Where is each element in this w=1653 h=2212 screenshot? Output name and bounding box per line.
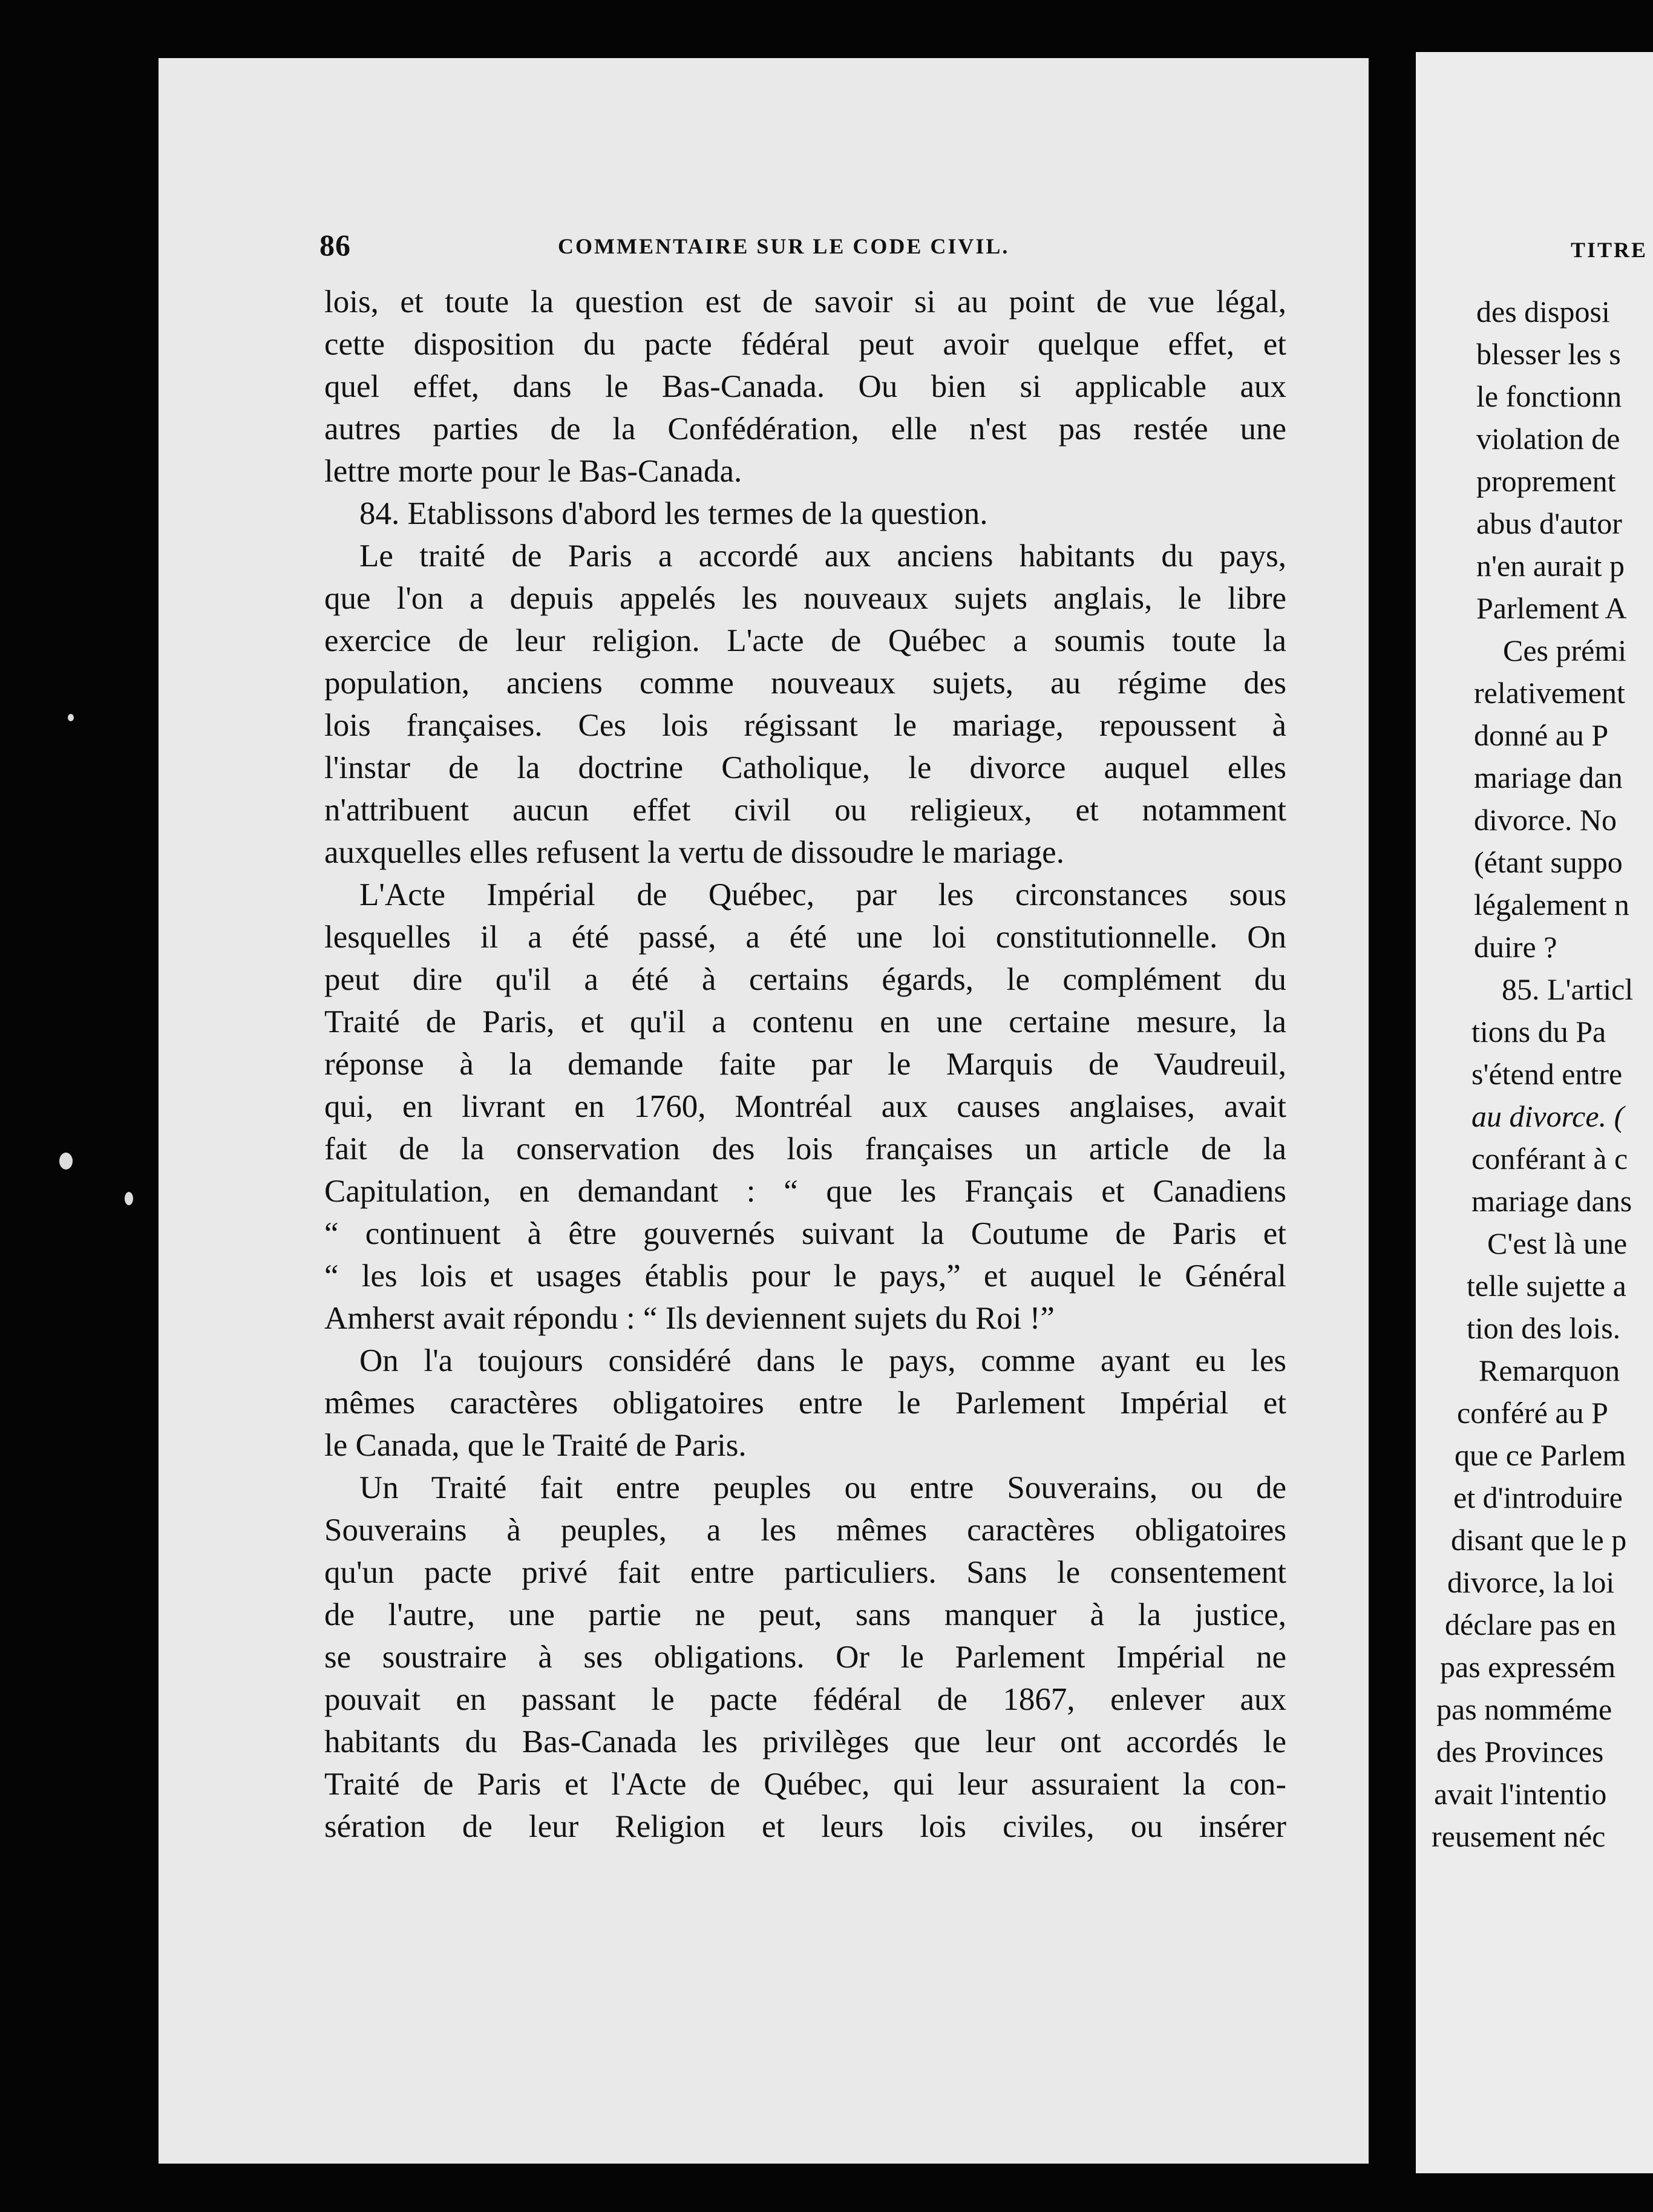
text-line: Parlement A bbox=[1476, 591, 1627, 625]
text-line: cette disposition du pacte fédéral peut avoir quelque effet, et bbox=[324, 327, 1286, 362]
text-line: s'étend entre bbox=[1471, 1057, 1623, 1091]
text-line: duire ? bbox=[1474, 930, 1557, 964]
text-line: au divorce. ( bbox=[1471, 1099, 1625, 1133]
text-line: habitants du Bas-Canada les privilèges que leur ont accordés le bbox=[324, 1724, 1286, 1759]
text-line: C'est là une bbox=[1487, 1226, 1628, 1260]
text-line: (étant suppo bbox=[1474, 845, 1623, 879]
text-line: n'attribuent aucun effet civil ou religieux, et notamment bbox=[324, 793, 1286, 828]
running-title: COMMENTAIRE SUR LE CODE CIVIL. bbox=[558, 234, 1010, 258]
text-line: lois françaises. Ces lois régissant le mariage, repoussent à bbox=[324, 708, 1286, 743]
text-line: qui, en livrant en 1760, Montréal aux causes anglaises, avait bbox=[324, 1089, 1286, 1124]
text-line: déclare pas en bbox=[1445, 1608, 1617, 1641]
text-line: lettre morte pour le Bas-Canada. bbox=[324, 454, 742, 489]
text-line: légalement n bbox=[1474, 888, 1629, 921]
text-line: tions du Pa bbox=[1471, 1015, 1606, 1049]
text-line: Capitulation, en demandant : “ que les Français et Canadiens bbox=[324, 1174, 1286, 1209]
text-line: avait l'intentio bbox=[1434, 1777, 1607, 1811]
right-body-text bbox=[1416, 290, 1653, 1857]
left-page bbox=[159, 58, 1369, 2164]
body-text bbox=[324, 281, 1286, 1848]
text-line: exercice de leur religion. L'acte de Québec a soumis toute la bbox=[324, 623, 1286, 658]
text-line: Ces prémi bbox=[1503, 633, 1627, 667]
text-line: autres parties de la Confédération, elle n'est pas restée une bbox=[324, 411, 1286, 447]
text-line: On l'a toujours considéré dans le pays, comme ayant eu les bbox=[359, 1343, 1286, 1378]
text-line: 85. L'articl bbox=[1502, 972, 1634, 1006]
text-line: Amherst avait répondu : “ Ils deviennent sujets du Roi !” bbox=[324, 1301, 1055, 1336]
text-line: et d'introduire bbox=[1453, 1481, 1623, 1514]
text-line: pas expressém bbox=[1440, 1650, 1616, 1684]
scan-speck bbox=[125, 1192, 133, 1205]
scan-speck bbox=[59, 1153, 73, 1170]
text-line: réponse à la demande faite par le Marquis de Vaudreuil, bbox=[324, 1047, 1286, 1082]
text-line: reusement néc bbox=[1432, 1819, 1606, 1853]
section-heading-line: 84. Etablissons d'abord les termes de la question. bbox=[359, 496, 988, 531]
text-line: mariage dans bbox=[1471, 1184, 1632, 1218]
text-line: qu'un pacte privé fait entre particuliers. Sans le consentement bbox=[324, 1555, 1286, 1590]
text-line: “ les lois et usages établis pour le pays,” et auquel le Général bbox=[324, 1258, 1286, 1294]
text-line: quel effet, dans le Bas-Canada. Ou bien si applicable aux bbox=[324, 369, 1286, 404]
text-line: donné au P bbox=[1474, 718, 1609, 752]
text-line: que ce Parlem bbox=[1455, 1438, 1626, 1472]
right-page bbox=[1416, 52, 1653, 2173]
text-line: le Canada, que le Traité de Paris. bbox=[324, 1428, 747, 1463]
text-line: pouvait en passant le pacte fédéral de 1867, enlever aux bbox=[324, 1682, 1286, 1717]
text-line: relativement bbox=[1474, 676, 1625, 710]
text-line: lesquelles il a été passé, a été une loi constitutionnelle. On bbox=[324, 920, 1286, 955]
scan-speck bbox=[68, 714, 74, 721]
text-line: Traité de Paris, et qu'il a contenu en une certaine mesure, la bbox=[324, 1004, 1286, 1039]
text-line: mariage dan bbox=[1474, 761, 1623, 794]
text-line: mêmes caractères obligatoires entre le Parlement Impérial et bbox=[324, 1386, 1286, 1421]
text-line: l'instar de la doctrine Catholique, le divorce auquel elles bbox=[324, 750, 1286, 785]
page-number: 86 bbox=[319, 228, 351, 262]
text-line: des Provinces bbox=[1436, 1735, 1604, 1769]
text-line: population, anciens comme nouveaux sujets, au régime des bbox=[324, 666, 1286, 701]
text-line: Traité de Paris et l'Acte de Québec, qui leur assuraient la con- bbox=[324, 1767, 1286, 1802]
text-line: de l'autre, une partie ne peut, sans manquer à la justice, bbox=[324, 1597, 1286, 1632]
text-line: L'Acte Impérial de Québec, par les circonstances sous bbox=[359, 877, 1286, 912]
text-line: blesser les s bbox=[1476, 337, 1621, 371]
text-line: telle sujette a bbox=[1467, 1269, 1626, 1303]
text-line: auxquelles elles refusent la vertu de dissoudre le mariage. bbox=[324, 835, 1064, 870]
text-line: se soustraire à ses obligations. Or le Parlement Impérial ne bbox=[324, 1640, 1286, 1675]
text-line: des disposi bbox=[1476, 295, 1610, 329]
text-line: n'en aurait p bbox=[1476, 549, 1625, 583]
text-line: sération de leur Religion et leurs lois civiles, ou insérer bbox=[324, 1809, 1286, 1844]
text-line: “ continuent à être gouvernés suivant la Coutume de Paris et bbox=[324, 1216, 1286, 1251]
text-line: pas nomméme bbox=[1436, 1692, 1612, 1726]
text-line: violation de bbox=[1476, 422, 1620, 456]
right-running-title: TITRE bbox=[1571, 238, 1648, 262]
text-line: divorce, la loi bbox=[1447, 1565, 1615, 1599]
text-line: lois, et toute la question est de savoir si au point de vue légal, bbox=[324, 284, 1286, 319]
text-line: le fonctionn bbox=[1476, 379, 1622, 413]
text-line: peut dire qu'il a été à certains égards, le complément du bbox=[324, 962, 1286, 997]
text-line: Un Traité fait entre peuples ou entre Souverains, ou de bbox=[359, 1470, 1286, 1505]
text-line: que l'on a depuis appelés les nouveaux sujets anglais, le libre bbox=[324, 581, 1286, 616]
text-line: Remarquon bbox=[1479, 1353, 1620, 1387]
text-line: Le traité de Paris a accordé aux anciens habitants du pays, bbox=[359, 538, 1286, 574]
text-line: conféré au P bbox=[1457, 1396, 1608, 1430]
text-line: conférant à c bbox=[1471, 1142, 1628, 1176]
text-line: disant que le p bbox=[1451, 1523, 1627, 1557]
running-head bbox=[159, 227, 1369, 270]
text-line: proprement bbox=[1476, 464, 1616, 498]
text-line: abus d'autor bbox=[1476, 506, 1622, 540]
text-line: fait de la conservation des lois françaises un article de la bbox=[324, 1131, 1286, 1167]
text-line: divorce. No bbox=[1474, 803, 1617, 837]
text-line: tion des lois. bbox=[1467, 1311, 1621, 1345]
text-line: Souverains à peuples, a les mêmes caractères obligatoires bbox=[324, 1513, 1286, 1548]
